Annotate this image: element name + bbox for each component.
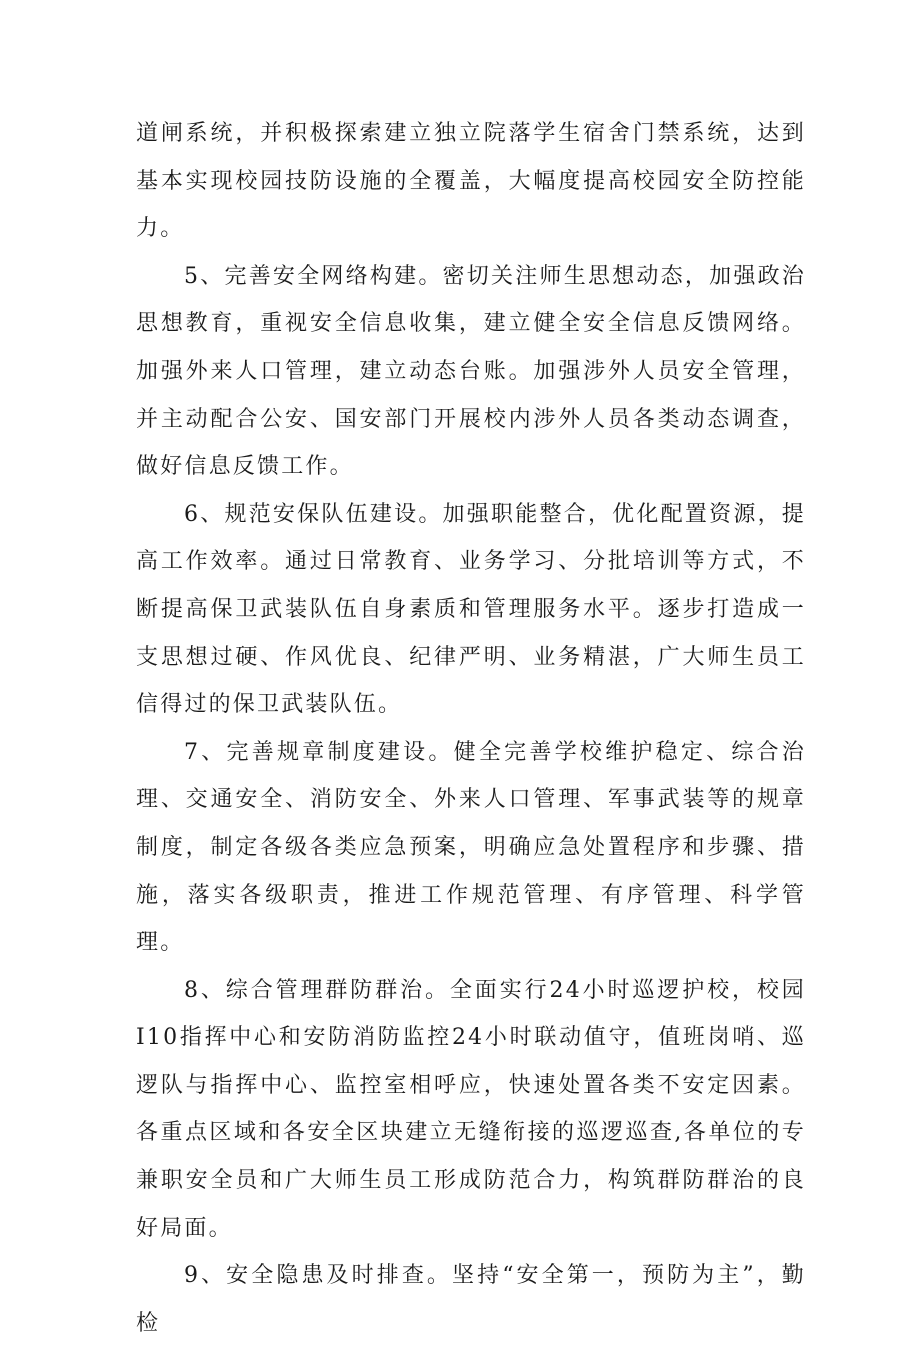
document-body — [136, 110, 806, 1347]
paragraph-item-8: 8、综合管理群防群治。全面实行24小时巡逻护校，校园I10指挥中心和安防消防监控24小时联动值守，值班岗哨、巡逻队与指挥中心、监控室相呼应，快速处置各类不安定因素。各重点区域和各安全区块建立无缝衔接的巡逻巡查,各单位的专兼职安全员和广大师生员工形成防范合力，构筑群防群治的良好局面。 — [136, 977, 806, 1241]
paragraph-item-9: 9、安全隐患及时排查。坚持“安全第一，预防为主”，勤检 — [136, 1263, 806, 1336]
paragraph-item-5: 5、完善安全网络构建。密切关注师生思想动态，加强政治思想教育，重视安全信息收集，建立健全安全信息反馈网络。加强外来人口管理，建立动态台账。加强涉外人员安全管理，并主动配合公安、国安部门开展校内涉外人员各类动态调查，做好信息反馈工作。 — [136, 263, 806, 480]
paragraph-item-6: 6、规范安保队伍建设。加强职能整合，优化配置资源，提高工作效率。通过日常教育、业务学习、分批培训等方式，不断提高保卫武装队伍自身素质和管理服务水平。逐步打造成一支思想过硬、作风优良、纪律严明、业务精湛，广大师生员工信得过的保卫武装队伍。 — [136, 501, 806, 718]
paragraph-continued: 道闸系统，并积极探索建立独立院落学生宿舍门禁系统，达到基本实现校园技防设施的全覆盖，大幅度提高校园安全防控能力。 — [136, 121, 806, 242]
paragraph-item-7: 7、完善规章制度建设。健全完善学校维护稳定、综合治理、交通安全、消防安全、外来人口管理、军事武装等的规章制度，制定各级各类应急预案，明确应急处置程序和步骤、措施，落实各级职责，推进工作规范管理、有序管理、科学管理。 — [136, 739, 806, 956]
